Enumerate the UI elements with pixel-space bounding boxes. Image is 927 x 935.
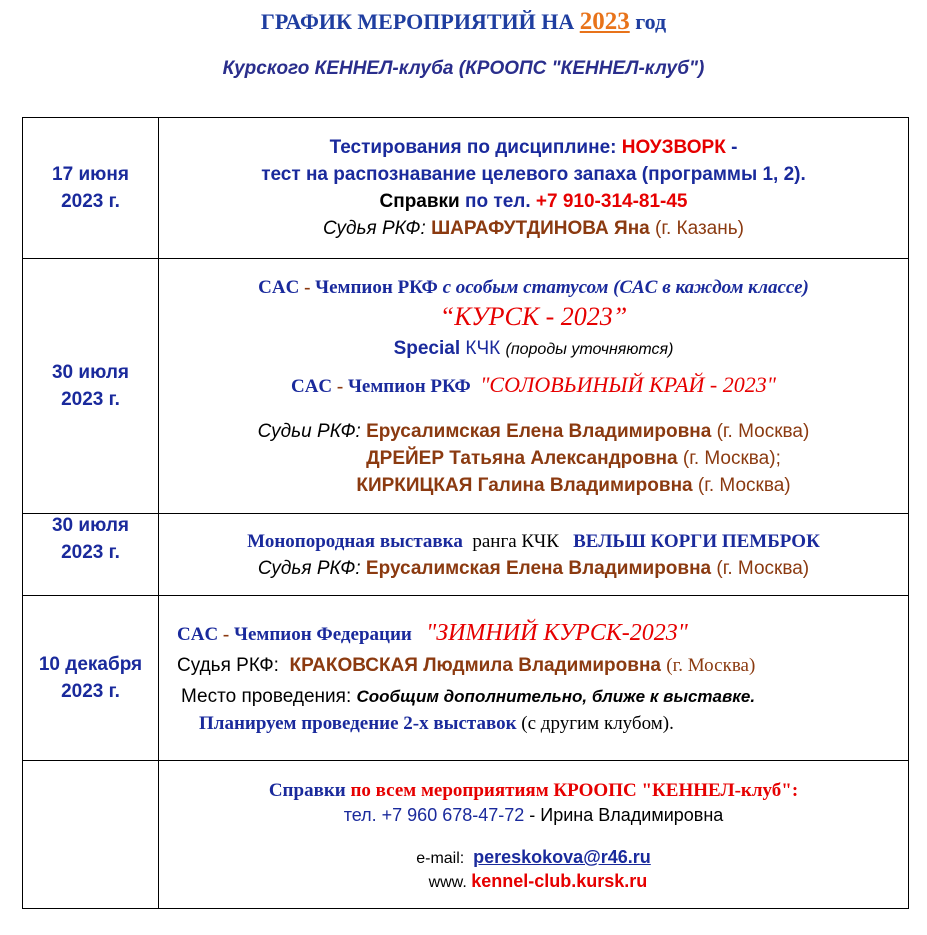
schedule-table [22,117,909,909]
special-note: (породы уточняются) [505,340,674,358]
title-prefix: ГРАФИК МЕРОПРИЯТИЙ НА [260,9,575,34]
special-label: Special [393,337,461,359]
mono-label: Монопородная выставка [247,530,463,552]
refs-text: по всем мероприятиям КРООПС "КЕННЕЛ-клуб": [350,780,799,801]
table-row [23,761,909,909]
judge-name: ДРЕЙЕР Татьяна Александровна [366,447,678,469]
judge-name: Ерусалимская Елена Владимировна [365,557,712,579]
contacts: Справки по всем мероприятиям КРООПС "КЕННЕЛ-клуб": тел. +7 960 678-47-72 - Ирина Владимировна e-mail: pereskokova@r46.ru www. kennel-club.kursk.ru [159,761,909,909]
judge-name: КИРКИЦКАЯ Галина Владимировна [356,474,693,496]
event-date: 10 декабря 2023 г. [23,596,159,761]
judge-label: Судья РКФ: [323,218,426,239]
event-details: Монопородная выставка ранга КЧК ВЕЛЬШ КОРГИ ПЕМБРОК Судья РКФ: Ерусалимская Елена Владимировна (г. Москва) [159,514,909,596]
champion-label: Чемпион РКФ [315,276,438,298]
status-text: с особым статусом (CAC в каждом классе) [442,276,809,298]
judge-name: КРАКОВСКАЯ Людмила Владимировна [289,654,661,676]
table-row [23,118,909,259]
table-row [23,596,909,761]
contact-phone: тел. +7 960 678-47-72 [343,805,525,825]
www-label: www. [428,874,467,891]
show-name: “КУРСК - 2023” [439,301,628,331]
judge-city: (г. Казань) [655,218,744,239]
event-details: CAC - Чемпион РКФ с особым статусом (CAC в каждом классе) “КУРСК - 2023” Special КЧК (породы уточняются) CAC - Чемпион РКФ "СОЛОВЬИНЫЙ КРАЙ - 2023" Судьи РКФ: Ерусалимская Елена Владимировна (г. Москва) ДРЕЙЕР Татьяна Александровна (г. Москва); КИРКИЦКАЯ Галина Владимировна (г. Москва) [159,259,909,514]
event-details: CAC - Чемпион Федерации "ЗИМНИЙ КУРСК-2023" Судья РКФ: КРАКОВСКАЯ Людмила Владимировна (г. Москва) Место проведения: Сообщим дополнительно, ближе к выставке. Планируем проведение 2-х выставок (с другим клубом). [159,596,909,761]
show-name: "СОЛОВЬИНЫЙ КРАЙ - 2023" [480,371,776,397]
judge-name: Ерусалимская Елена Владимировна [366,420,712,442]
table-row [23,514,909,596]
refs-label: Справки [268,780,346,801]
breed-name: ВЕЛЬШ КОРГИ ПЕМБРОК [573,530,820,552]
info-phone: +7 910-314-81-45 [535,191,688,212]
test-name: НОУЗВОРК [621,137,726,158]
event-details: Тестирования по дисциплине: НОУЗВОРК - тест на распознавание целевого запаха (программы 1, 2). Справки по тел. +7 910-314-81-45 Судья РКФ: ШАРАФУТДИНОВА Яна (г. Казань) [159,118,909,259]
page-title [0,8,927,36]
title-suffix: год [635,9,667,34]
email-link[interactable]: pereskokova@r46.ru [473,847,651,867]
plan-text: Планируем проведение 2-х выставок [199,712,517,734]
website-link[interactable]: kennel-club.kursk.ru [471,871,648,891]
event-date: 30 июля 2023 г. [23,259,159,514]
show-name: "ЗИМНИЙ КУРСК-2023" [426,619,688,646]
judges-label: Судьи РКФ: [257,420,361,442]
judge-label: Судья РКФ: [257,557,361,579]
empty-date-cell [23,761,159,909]
event-date: 30 июля 2023 г. [23,514,159,596]
info-label: Справки [379,191,460,212]
venue-text: Сообщим дополнительно, ближе к выставке. [356,686,756,706]
test-description: тест на распознавание целевого запаха (программы 1, 2). [261,164,806,185]
email-label: e-mail: [416,850,465,867]
champion-label: Чемпион Федерации [234,623,412,645]
table-row [23,259,909,514]
page-subtitle: Курского КЕННЕЛ-клуба (КРООПС "КЕННЕЛ-клуб") [222,58,705,79]
test-prefix: Тестирования по дисциплине: [329,137,617,158]
title-year: 2023 [579,8,630,35]
judge-label: Судья РКФ: [177,654,279,676]
judge-name: ШАРАФУТДИНОВА Яна [431,218,650,239]
event-date: 17 июня 2023 г. [23,118,159,259]
venue-label: Место проведения: [181,685,352,707]
